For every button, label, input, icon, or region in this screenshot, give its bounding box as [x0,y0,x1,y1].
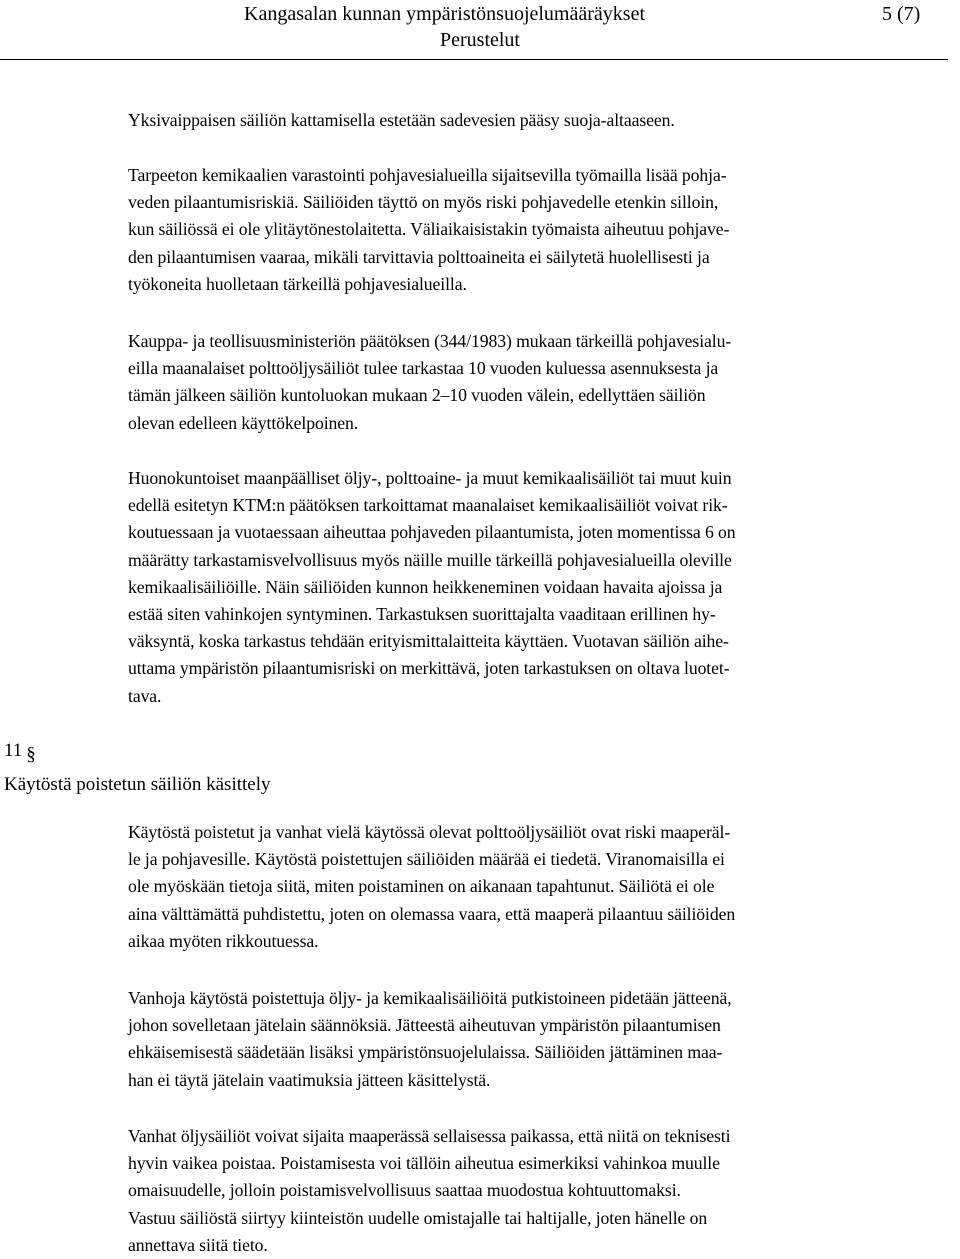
text-line: eilla maanalaiset polttoöljysäiliöt tulee tarkastaa 10 vuoden kuluessa asennuksesta ja [128,358,719,379]
text-line: le ja pohjavesille. Käytöstä poistettujen säiliöiden määrää ei tiedetä. Viranomaisilla ei [128,849,725,870]
text-line: ole myöskään tietoja siitä, miten poistaminen on aikanaan tapahtunut. Säiliötä ei ole [128,876,715,897]
page-subtitle: Perustelut [440,29,520,51]
text-line: Tarpeeton kemikaalien varastointi pohjavesialueilla sijaitsevilla työmailla lisää pohja- [128,165,727,185]
page-number: 5 (7) [882,3,921,25]
section-sign: § [26,744,36,765]
text-line: Vanhat öljysäiliöt voivat sijaita maaperässä sellaisessa paikassa, että niitä on teknisesti [128,1126,731,1146]
text-line: ehkäisemisestä säädetään lisäksi ympäristönsuojelulaissa. Säiliöiden jättäminen maa- [128,1042,723,1063]
section-title: Käytöstä poistetun säiliön käsittely [4,774,271,795]
paragraph-2 [128,328,958,437]
page-header [0,0,960,62]
paragraph-5 [128,985,958,1094]
text-line: koutuessaan ja vuotaessaan aiheuttaa pohjaveden pilaantumista, joten momentissa 6 on [128,522,736,543]
text-line: Vanhoja käytöstä poistettuja öljy- ja kemikaalisäiliöitä putkistoineen pidetään jätteenä, [128,988,732,1008]
section-number [4,737,271,769]
text-line: johon sovelletaan jätelain säännöksiä. Jätteestä aiheutuvan ympäristön pilaantumisen [128,1015,721,1036]
paragraph-4 [128,819,958,955]
paragraph-1 [128,162,958,298]
text-line: määrätty tarkastamisvelvollisuus myös näille muille tärkeillä pohjavesialueilla oleville [128,549,732,570]
text-line: kun säiliössä ei ole ylitäytönestolaitetta. Väliaikaisistakin työmaista aiheutuu pohjave- [128,219,730,240]
text-line: Yksivaippaisen säiliön kattamisella estetään sadevesien pääsy suoja-altaaseen. [128,110,675,130]
paragraph-6 [128,1123,958,1259]
text-line: väksyntä, koska tarkastus tehdään erityismittalaitteita käyttäen. Vuotavan säiliön aihe- [128,631,729,652]
text-line: Kauppa- ja teollisuusministeriön päätöksen (344/1983) mukaan tärkeillä pohjavesialu- [128,331,732,351]
text-line: den pilaantumisen vaaraa, mikäli tarvittavia polttoaineita ei säilytetä huolellisesti ja [128,246,710,267]
paragraph-lead [128,107,958,134]
text-line: veden pilaantumisriskiä. Säiliöiden täyttö on myös riski pohjavedelle etenkin silloin, [128,192,719,213]
text-line: työkoneita huolletaan tärkeillä pohjavesialueilla. [128,273,467,294]
section-number-text: 11 [4,740,23,761]
text-line: Käytöstä poistetut ja vanhat vielä käytössä olevat polttoöljysäiliöt ovat riski maaperäl- [128,822,731,842]
text-line: han ei täytä jätelain vaatimuksia jätteen käsittelystä. [128,1069,491,1090]
document-title: Kangasalan kunnan ympäristönsuojelumääräykset [244,3,645,25]
text-line: hyvin vaikea poistaa. Poistamisesta voi tällöin aiheutua esimerkiksi vahinkoa muulle [128,1153,720,1174]
text-line: olevan edelleen käyttökelpoinen. [128,412,359,433]
text-line: tämän jälkeen säiliön kuntoluokan mukaan 2–10 vuoden välein, edellyttäen säiliön [128,385,706,406]
text-line: tava. [128,685,162,706]
header-divider [0,59,948,60]
section-heading [4,737,271,799]
paragraph-3 [128,465,958,710]
text-line: estää siten vahinkojen syntyminen. Tarkastuksen suorittajalta vaaditaan erillinen hy- [128,604,716,625]
text-line: omaisuudelle, jolloin poistamisvelvollisuus saattaa muodostua kohtuuttomaksi. [128,1180,681,1201]
text-line: Vastuu säiliöstä siirtyy kiinteistön uudelle omistajalle tai haltijalle, joten hänelle on [128,1207,708,1228]
text-line: aina välttämättä puhdistettu, joten on olemassa vaara, että maaperä pilaantuu säiliöiden [128,903,736,924]
text-line: uttama ympäristön pilaantumisriski on merkittävä, joten tarkastuksen on oltava luotet- [128,658,730,679]
text-line: edellä esitetyn KTM:n päätöksen tarkoittamat maanalaiset kemikaalisäiliöt voivat rik- [128,495,728,516]
text-line: Huonokuntoiset maanpäälliset öljy-, polttoaine- ja muut kemikaalisäiliöt tai muut kuin [128,468,732,488]
text-line: kemikaalisäiliöille. Näin säiliöiden kunnon heikkeneminen voidaan havaita ajoissa ja [128,576,723,597]
text-line: annettava siitä tieto. [128,1234,268,1255]
text-line: aikaa myöten rikkoutuessa. [128,930,319,951]
